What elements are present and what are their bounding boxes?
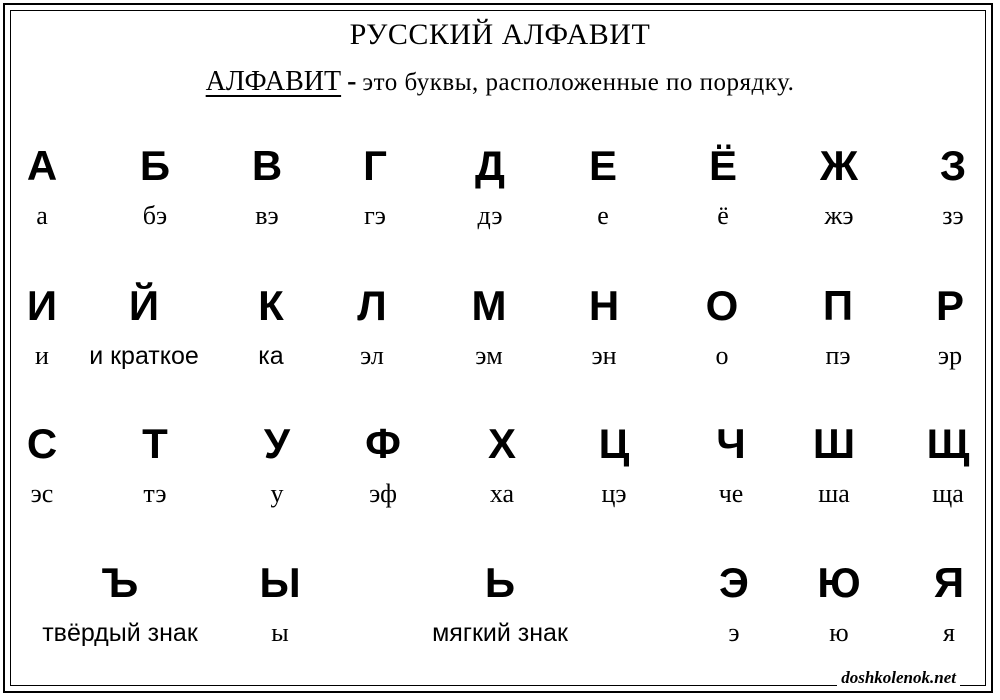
letter-uppercase: Т [142, 420, 168, 467]
letter-name: твёрдый знак [42, 619, 198, 647]
letter-name: тэ [143, 479, 167, 508]
letter-name: ха [489, 479, 515, 508]
letter-name: эр [937, 341, 963, 370]
letter-name: о [715, 341, 729, 370]
letter-name: ка [258, 342, 284, 370]
letter-uppercase: У [263, 420, 291, 467]
letter-name: эс [30, 479, 54, 508]
letter-name: зэ [942, 201, 964, 230]
letter-uppercase: О [705, 282, 739, 329]
letter-name: у [270, 479, 284, 508]
letter-name: эл [360, 341, 384, 370]
letter-uppercase: К [258, 282, 284, 329]
letter-uppercase: И [26, 282, 58, 329]
letter-uppercase: Д [475, 142, 505, 189]
letter-name: а [36, 201, 48, 230]
letter-uppercase: Ф [365, 420, 401, 467]
subtitle-term: АЛФАВИТ [205, 66, 342, 97]
site-watermark: doshkolenok.net [837, 668, 960, 688]
letter-cell [40, 560, 200, 648]
letter-uppercase: Й [128, 282, 160, 329]
letter-cell [868, 421, 1000, 509]
letter-cell [869, 560, 1000, 648]
letter-uppercase: Н [588, 282, 620, 329]
letter-uppercase: А [26, 142, 58, 189]
letter-uppercase: Ю [817, 559, 861, 606]
letter-name: жэ [824, 201, 854, 230]
letter-uppercase: Я [933, 559, 965, 606]
letter-name: эн [591, 341, 617, 370]
letter-uppercase: Ы [259, 559, 301, 606]
letter-uppercase: Ц [598, 420, 630, 467]
letter-uppercase: Х [487, 420, 516, 467]
page-title: РУССКИЙ АЛФАВИТ [349, 18, 651, 51]
letter-uppercase: Г [363, 142, 387, 189]
letter-name: цэ [601, 479, 627, 508]
letter-uppercase: М [471, 282, 507, 329]
letter-name: пэ [825, 341, 851, 370]
letter-uppercase: В [251, 142, 283, 189]
letter-uppercase: Э [719, 559, 749, 606]
letter-name: и [35, 341, 49, 370]
letter-uppercase: С [26, 420, 58, 467]
letter-uppercase: Е [588, 142, 617, 189]
letter-uppercase: Ь [484, 559, 516, 606]
letter-uppercase: Щ [926, 420, 970, 467]
letter-name: вэ [255, 201, 279, 230]
letter-name: и краткое [89, 342, 199, 370]
letter-uppercase: Ъ [101, 559, 139, 606]
letter-name: ё [717, 201, 729, 230]
letter-uppercase: Б [139, 142, 171, 189]
letter-name: дэ [477, 201, 503, 230]
subtitle-separator: - [347, 66, 357, 97]
page-subtitle [0, 66, 1000, 98]
letter-uppercase: З [939, 142, 967, 189]
letter-uppercase: П [822, 282, 854, 329]
letter-name: э [728, 618, 740, 647]
letter-uppercase: Ё [708, 142, 738, 189]
letter-cell [870, 283, 1000, 371]
letter-name: ы [271, 618, 289, 647]
letter-uppercase: Ш [812, 420, 856, 467]
letter-uppercase: Ч [716, 420, 746, 467]
letter-name: ю [829, 618, 849, 647]
letter-name: я [943, 618, 955, 647]
letter-name: ща [932, 479, 964, 508]
letter-name: бэ [142, 201, 168, 230]
letter-uppercase: Л [357, 282, 387, 329]
letter-cell [873, 143, 1000, 231]
letter-name: че [718, 479, 744, 508]
letter-uppercase: Р [935, 282, 964, 329]
letter-cell [420, 560, 580, 648]
subtitle-definition: это буквы, расположенные по порядку. [362, 69, 795, 96]
letter-name: эм [475, 341, 503, 370]
letter-uppercase: Ж [820, 142, 858, 189]
letter-name: ша [818, 479, 850, 508]
letter-name: гэ [364, 201, 386, 230]
letter-name: эф [369, 479, 397, 508]
letter-cell [200, 560, 360, 648]
letter-name: е [597, 201, 609, 230]
letter-name: мягкий знак [432, 619, 568, 647]
